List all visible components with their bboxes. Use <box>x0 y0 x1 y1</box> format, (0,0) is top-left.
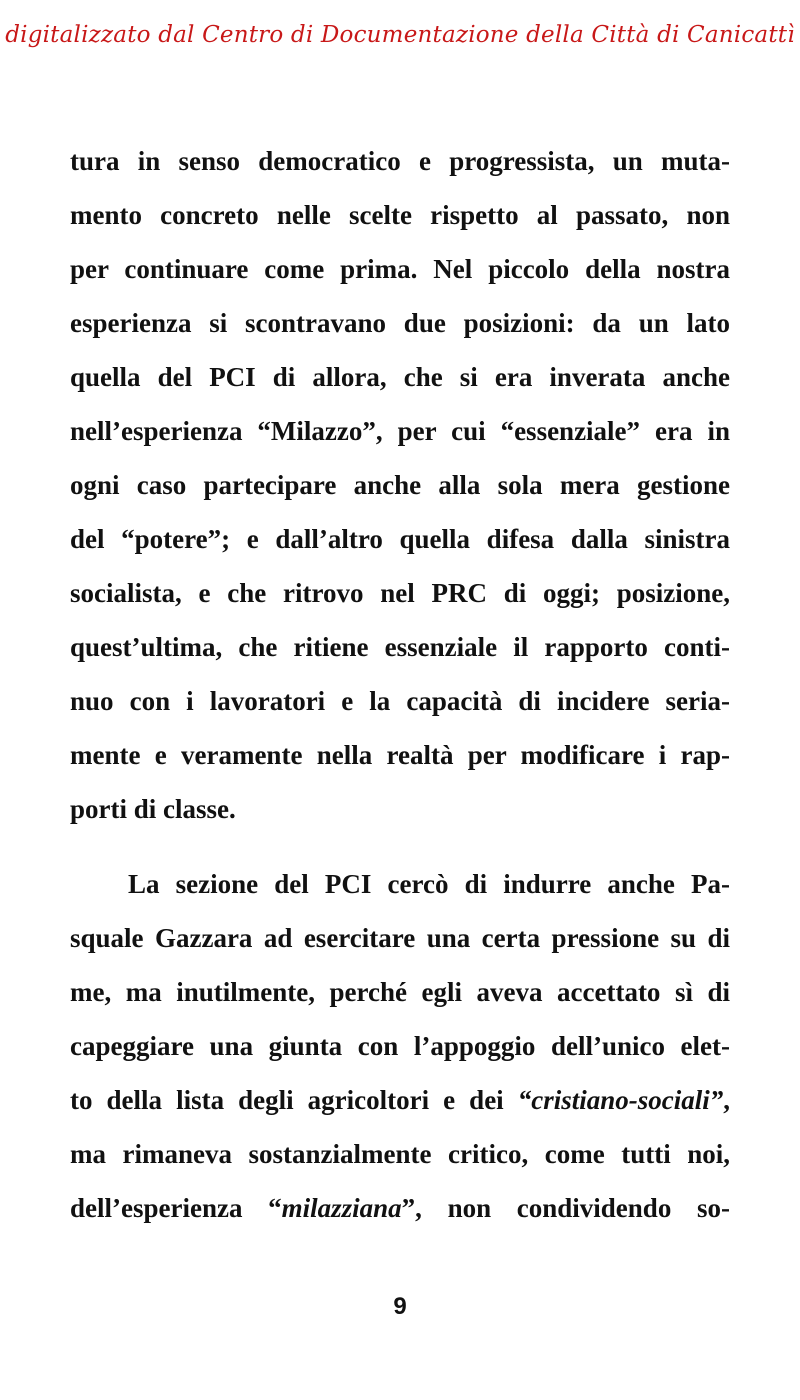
text-line: capeggiare una giunta con l’appoggio dell’unico elet- <box>70 1031 730 1061</box>
text-line: porti di classe. <box>70 794 236 824</box>
text-line: quest’ultima, che ritiene essenziale il rapporto conti- <box>70 632 730 662</box>
text-line: La sezione del PCI cercò di indurre anche Pa- <box>128 869 730 899</box>
text-line: ogni caso partecipare anche alla sola mera gestione <box>70 470 730 500</box>
text-line <box>70 1181 730 1235</box>
italic-term: milazziana <box>281 1193 402 1223</box>
paragraph <box>70 857 730 1235</box>
page-number: 9 <box>393 1293 407 1320</box>
text-line: quella del PCI di allora, che si era inverata anche <box>70 362 730 392</box>
text-line: squale Gazzara ad esercitare una certa pressione su di <box>70 923 730 953</box>
italic-term: “cristiano-sociali” <box>517 1085 724 1115</box>
text-span: dell’esperienza “ <box>70 1193 282 1223</box>
text-line: me, ma inutilmente, perché egli aveva accettato sì di <box>70 977 730 1007</box>
text-line: per continuare come prima. Nel piccolo della nostra <box>70 254 730 284</box>
text-line: mente e veramente nella realtà per modificare i rap- <box>70 740 730 770</box>
text-line: socialista, e che ritrovo nel PRC di oggi; posizione, <box>70 578 730 608</box>
body-text <box>70 134 730 1235</box>
text-line: nuo con i lavoratori e la capacità di incidere seria- <box>70 686 730 716</box>
text-line: del “potere”; e dall’altro quella difesa dalla sinistra <box>70 524 730 554</box>
digitization-header: digitalizzato dal Centro di Documentazione della Città di Canicattì <box>5 22 795 48</box>
paragraph <box>70 134 730 836</box>
text-line: tura in senso democratico e progressista, un muta- <box>70 146 730 176</box>
text-line: ma rimaneva sostanzialmente critico, come tutti noi, <box>70 1139 730 1169</box>
text-span: to della lista degli agricoltori e dei <box>70 1085 518 1115</box>
text-span: , <box>723 1085 730 1115</box>
text-span: ”, non condividendo so- <box>401 1193 730 1223</box>
text-line <box>70 1073 730 1127</box>
text-line: mento concreto nelle scelte rispetto al passato, non <box>70 200 730 230</box>
text-line: esperienza si scontravano due posizioni: da un lato <box>70 308 730 338</box>
text-line: nell’esperienza “Milazzo”, per cui “essenziale” era in <box>70 416 730 446</box>
